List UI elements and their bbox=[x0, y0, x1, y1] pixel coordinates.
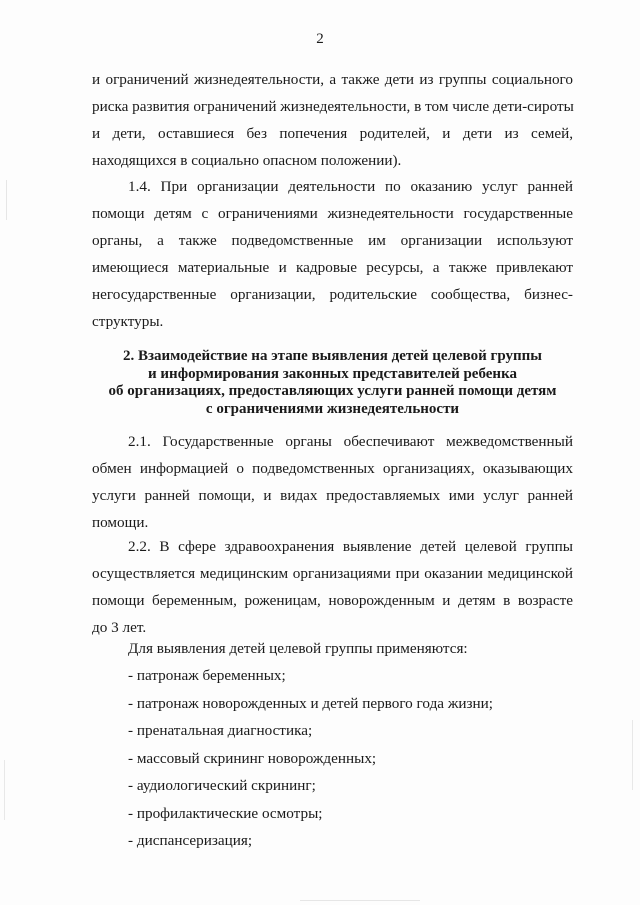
text-line: 2.2. В сфере здравоохранения выявление детей целевой группы bbox=[128, 538, 573, 555]
text-line: 1.4. При организации деятельности по оказанию услуг ранней bbox=[128, 178, 573, 195]
text-line: услуги ранней помощи, и видах предоставляемых ими услуг ранней bbox=[92, 487, 573, 504]
scan-artifact bbox=[4, 760, 5, 820]
text-line: негосударственные организации, родительские сообщества, бизнес- bbox=[92, 286, 573, 303]
scan-artifact bbox=[6, 180, 7, 220]
paragraph-continuation bbox=[92, 66, 573, 174]
list-intro: Для выявления детей целевой группы применяются: bbox=[128, 640, 468, 657]
text-line: и дети, оставшиеся без попечения родителей, и дети из семей, bbox=[92, 125, 573, 142]
text-line: органы, а также подведомственные им организации используют bbox=[92, 232, 573, 249]
list-item: - массовый скрининг новорожденных; bbox=[128, 749, 377, 767]
text-line: риска развития ограничений жизнедеятельности, в том числе дети-сироты bbox=[92, 98, 574, 115]
heading-line: и информирования законных представителей ребенка bbox=[148, 365, 517, 382]
text-line: помощи беременным, роженицам, новорожденным и детям в возрасте bbox=[92, 592, 573, 609]
text-line: обмен информацией о подведомственных организациях, оказывающих bbox=[92, 460, 573, 477]
list-item: - пренатальная диагностика; bbox=[128, 722, 313, 739]
text-line: и ограничений жизнедеятельности, а также дети из группы социального bbox=[92, 71, 573, 88]
section-heading bbox=[92, 348, 573, 418]
paragraph-2-2 bbox=[92, 533, 573, 641]
paragraph-2-1 bbox=[92, 428, 573, 536]
scan-artifact bbox=[632, 720, 633, 790]
text-line: до 3 лет. bbox=[92, 619, 147, 636]
measures-list bbox=[128, 662, 493, 855]
scan-artifact bbox=[300, 900, 420, 901]
heading-line: с ограничениями жизнедеятельности bbox=[205, 400, 460, 417]
list-item: - патронаж беременных; bbox=[128, 667, 286, 684]
text-line: помощи детям с ограничениями жизнедеятельности государственные bbox=[92, 205, 573, 222]
text-line: структуры. bbox=[92, 313, 164, 330]
text-line: имеющиеся материальные и кадровые ресурсы, а также привлекают bbox=[92, 259, 573, 276]
list-item: - диспансеризация; bbox=[128, 832, 253, 849]
page-number: 2 bbox=[316, 31, 324, 47]
list-item: - патронаж новорожденных и детей первого года жизни; bbox=[128, 694, 493, 712]
text-line: помощи. bbox=[92, 514, 149, 531]
list-item: - аудиологический скрининг; bbox=[128, 777, 316, 794]
list-item: - профилактические осмотры; bbox=[128, 804, 323, 822]
text-line: находящихся в социально опасном положении). bbox=[92, 152, 402, 169]
text-line: осуществляется медицинским организациями при оказании медицинской bbox=[92, 565, 573, 582]
heading-line: об организациях, предоставляющих услуги ранней помощи детям bbox=[108, 383, 557, 399]
heading-line: 2. Взаимодействие на этапе выявления детей целевой группы bbox=[122, 348, 543, 364]
paragraph-1-4 bbox=[92, 173, 573, 335]
text-line: 2.1. Государственные органы обеспечивают межведомственный bbox=[128, 433, 573, 450]
